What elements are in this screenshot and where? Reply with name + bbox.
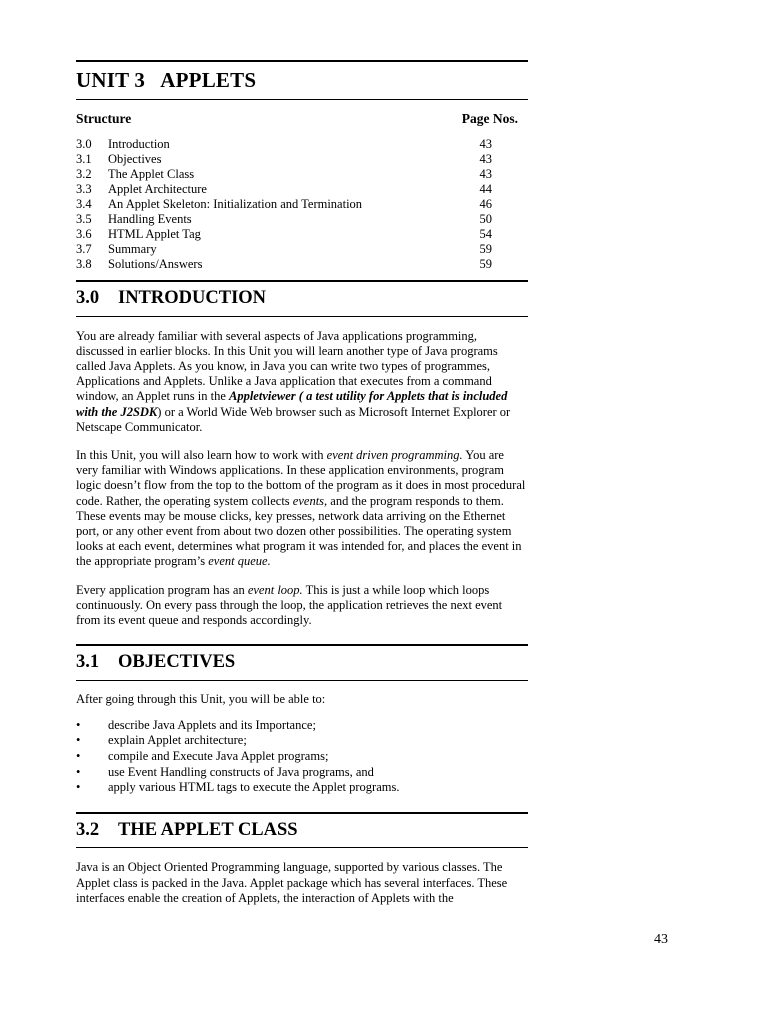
bullet-glyph: • — [76, 749, 81, 764]
emphasis-text: events, — [292, 493, 328, 508]
toc-title: Solutions/Answers — [108, 257, 203, 271]
toc-row — [76, 227, 528, 242]
applet-class-paragraph: Java is an Object Oriented Programming language, supported by various classes. The Applet class is packed in the Java. Applet package which has several interfaces. These interfaces enable the creation of Applets, the interaction of Applets with the — [76, 860, 508, 905]
emphasis-text: Appletviewer ( a test utility for Applets that is included with the J2SDK — [76, 389, 508, 419]
bullet-glyph: • — [76, 780, 81, 795]
toc-number: 3.2 — [76, 167, 92, 181]
structure-heading: Structure — [76, 111, 132, 126]
emphasis-text: event loop. — [247, 582, 303, 597]
toc-title: An Applet Skeleton: Initialization and Termination — [108, 197, 363, 211]
toc-title: Handling Events — [108, 212, 192, 226]
toc-row — [76, 152, 528, 167]
section-heading-introduction — [76, 282, 528, 316]
list-item-text: use Event Handling constructs of Java programs, and — [108, 764, 374, 779]
toc-page: 44 — [479, 182, 492, 196]
text-run: ) or a World Wide Web browser such as Microsoft Internet Explorer or Netscape Communicator. — [76, 404, 511, 434]
toc-number: 3.8 — [76, 257, 92, 271]
toc-page: 50 — [479, 212, 492, 226]
list-item — [76, 718, 528, 734]
toc-row — [76, 242, 528, 257]
toc-row — [76, 182, 528, 197]
text-run: This is just a while loop which loops continuously. On every pass through the loop, the application retrieves the next event from its event queue and responds accordingly. — [76, 582, 503, 627]
toc-page: 43 — [479, 137, 492, 151]
toc-title: Objectives — [108, 152, 162, 166]
unit-title-rule — [76, 99, 528, 100]
toc-row — [76, 257, 528, 272]
toc-number: 3.7 — [76, 242, 92, 256]
unit-title: UNIT 3 APPLETS — [76, 68, 257, 92]
list-item — [76, 749, 528, 765]
page-number: 43 — [654, 932, 668, 947]
toc-number: 3.4 — [76, 197, 92, 211]
section-title: THE APPLET CLASS — [118, 819, 298, 840]
section-title: INTRODUCTION — [118, 288, 267, 308]
intro-paragraph-1 — [76, 329, 528, 435]
toc-page: 43 — [479, 152, 492, 166]
list-item-text: explain Applet architecture; — [108, 733, 247, 748]
page-nos-heading: Page Nos. — [461, 111, 518, 126]
toc-number: 3.0 — [76, 137, 92, 151]
intro-paragraph-3 — [76, 583, 528, 629]
toc-number: 3.5 — [76, 212, 92, 226]
emphasis-text: event driven programming. — [326, 447, 463, 462]
bullet-glyph: • — [76, 733, 81, 748]
section-number: 3.2 — [76, 819, 100, 840]
text-run: Every application program has an — [76, 582, 248, 597]
list-item — [76, 780, 528, 796]
text-run: In this Unit, you will also learn how to work with — [76, 447, 327, 462]
table-of-contents — [76, 137, 528, 272]
section-heading-objectives — [76, 646, 528, 680]
objectives-list — [76, 718, 528, 796]
list-item-text: compile and Execute Java Applet programs; — [108, 749, 329, 764]
bullet-glyph: • — [76, 764, 81, 779]
toc-row — [76, 212, 528, 227]
section-heading-applet-class — [76, 814, 528, 848]
toc-number: 3.6 — [76, 227, 92, 241]
toc-row — [76, 167, 528, 182]
toc-number: 3.3 — [76, 182, 92, 196]
page-content — [76, 60, 528, 906]
list-item — [76, 733, 528, 749]
toc-title: HTML Applet Tag — [108, 227, 201, 241]
bullet-glyph: • — [76, 717, 81, 732]
toc-row — [76, 197, 528, 212]
emphasis-text: event queue. — [208, 554, 271, 569]
text-run: You are very familiar with Windows applications. In these application environments, program logic doesn’t flow from the top to the bottom of the program as it does in most procedural code. Rather, the operating system collects — [76, 447, 526, 508]
section-title: OBJECTIVES — [118, 652, 236, 673]
toc-row — [76, 137, 528, 152]
structure-header — [76, 111, 528, 127]
toc-title: Applet Architecture — [108, 182, 207, 196]
toc-number: 3.1 — [76, 152, 92, 166]
list-item-text: describe Java Applets and its Importance; — [108, 717, 316, 732]
toc-page: 54 — [479, 227, 492, 241]
toc-title: Summary — [108, 242, 157, 256]
section-number: 3.1 — [76, 652, 100, 673]
objectives-lead: After going through this Unit, you will be able to: — [76, 691, 326, 706]
toc-page: 46 — [479, 197, 492, 211]
section-number: 3.0 — [76, 288, 100, 308]
toc-page: 59 — [479, 257, 492, 271]
toc-title: The Applet Class — [108, 167, 195, 181]
text-run: You are already familiar with several aspects of Java applications programming, discussed in earlier blocks. In this Unit you will learn another type of Java programs called Java Applets. As you know, in Java you can write two types of programmes, Applications and Applets. Unlike a Java application that executes from a command window, an Applet runs in the — [76, 328, 498, 404]
list-item-text: apply various HTML tags to execute the Applet programs. — [108, 780, 400, 795]
list-item — [76, 765, 528, 781]
toc-page: 59 — [479, 242, 492, 256]
toc-page: 43 — [479, 167, 492, 181]
toc-title: Introduction — [108, 137, 170, 151]
text-run: and the program responds to them. These events may be mouse clicks, key presses, network data arriving on the Ethernet port, or any other event from about two dozen other possibilities. The operating system looks at each event, determines what program it was intended for, and places the event in the appropriate program’s — [76, 493, 522, 569]
intro-paragraph-2 — [76, 448, 528, 570]
